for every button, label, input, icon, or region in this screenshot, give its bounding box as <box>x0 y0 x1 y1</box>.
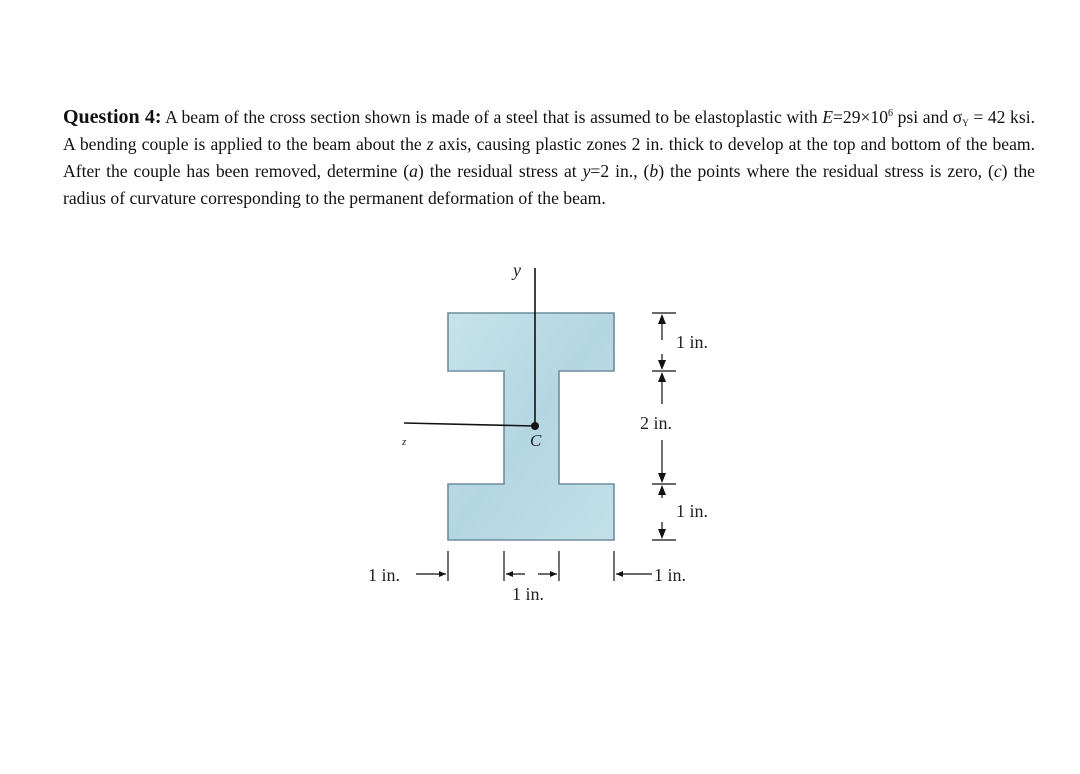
part-b-label: b <box>649 161 659 181</box>
question-seg3: psi and σ <box>893 107 963 127</box>
question-label: Question 4: <box>63 106 162 128</box>
dim-left-overhang-label: 1 in. <box>368 565 401 585</box>
question-seg2: =29×10 <box>832 107 889 127</box>
dim-web-width-label: 1 in. <box>512 584 545 604</box>
y-variable: y <box>582 161 591 181</box>
question-seg8: ) the points where the residual stress is zero, ( <box>658 161 994 181</box>
part-a-label: a <box>409 161 418 181</box>
dim-top-flange-label: 1 in. <box>676 332 709 352</box>
e-variable: E <box>822 107 833 127</box>
y-axis-label: y <box>513 260 521 280</box>
dim-right-overhang-label: 1 in. <box>654 565 687 585</box>
question-seg9: ) the radius of curvature corresponding to the permanent deformation of the beam. <box>63 161 1035 208</box>
sigma-subscript: Y <box>962 118 969 128</box>
part-c-label: c <box>993 161 1002 181</box>
dim-bottom-flange-label: 1 in. <box>676 501 709 521</box>
centroid-label: C <box>530 431 542 450</box>
z-axis-label: z <box>402 436 407 448</box>
dim-web-height-label: 2 in. <box>640 413 673 433</box>
centroid-dot <box>531 422 539 430</box>
question-seg4: = 42 ksi. A bending couple is applied to the beam about the <box>63 107 1035 154</box>
question-seg6: ) the residual stress at <box>417 161 583 181</box>
bottom-dimension-ticks <box>448 551 614 581</box>
question-seg7: =2 in., ( <box>590 161 650 181</box>
question-seg1: A beam of the cross section shown is made of a steel that is assumed to be elastoplastic with <box>161 107 823 127</box>
e-exponent: 6 <box>888 108 894 119</box>
question-seg5: axis, causing plastic zones 2 in. thick to develop at the top and bottom of the beam. After the couple has been removed, determine ( <box>63 134 1035 181</box>
z-variable: z <box>426 134 434 154</box>
